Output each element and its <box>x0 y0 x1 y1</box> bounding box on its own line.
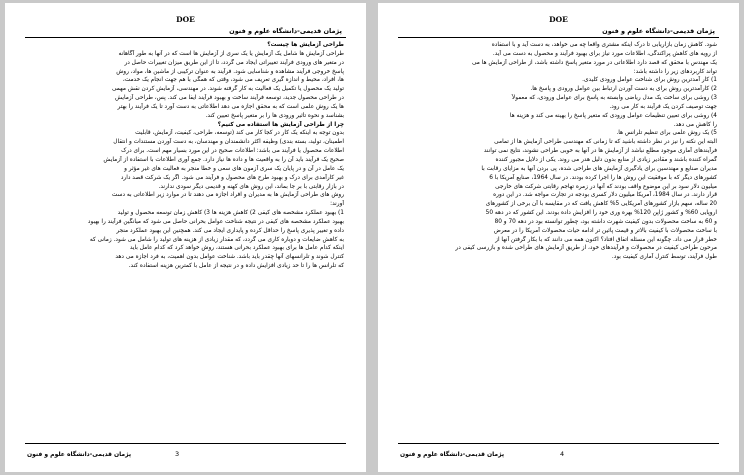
text-line: 2) کارآمدترین روش برای به دست آوردن ارتباط بین عوامل ورودی و پاسخ ها. <box>530 86 717 93</box>
text-line: تولید یک محصول یا تکمیل یک فعالیت به کار گرفته شوند. در مهندسی، آزمایش کردن نقش مهمی <box>111 86 344 93</box>
text-line: ها یک روش علمی است که به محقق اجازه می دهد اطلاعاتی به دست آورد تا یک فرآیند را بهتر <box>117 103 344 110</box>
text-line: که تلرانس ها را تا حد زیادی افزایش داده و در نتیجه از عامل با کمترین هزینه استفاده کند. <box>128 263 344 270</box>
text-line: با ساخت محصولات با کیفیت بالاتر و قیمت پائین تر ادامه حیات محصولات آمریکا را در معرض <box>493 227 717 234</box>
header-author: پژمان قدیمی-دانشگاه علوم و فنون <box>229 27 342 35</box>
header-title: DOE <box>549 15 568 24</box>
text-line: داده و تغییر پذیری پاسخ را حداقل کرده و پایداری ایجاد می کند. همچنین این بهبود عملکرد منجر <box>116 227 344 234</box>
text-line: شود. کاهش زمان بازاریابی تا درک اینکه مشتری واقعاً چه می خواهد، به دست آید و با استفاده <box>491 42 717 48</box>
header-title: DOE <box>176 15 195 24</box>
section-heading: چرا از طراحی آزمایش ها استفاده می کنیم؟ <box>217 121 344 128</box>
text-line: اروپایی 60% و کشور ژاپن 120% بهره وری خود را افزایش داده بودند. این کشور که در دهه 50 <box>485 210 717 217</box>
text-line: روش های طراحی آزمایش ها به مدیران و افراد اجازه می دهند تا در موارد زیر اطلاعاتی به دست <box>111 192 344 199</box>
text-line: جهت توصیف کردن یک فرآیند به کار می رود. <box>609 103 717 110</box>
footer-divider <box>25 443 346 444</box>
text-line: طراحی آزمایش ها شامل یک آزمایش یا یک سری از آزمایش ها است که در آنها به طور آگاهانه <box>118 50 344 57</box>
text-line: در متغیر های ورودی فرآیند تغییراتی ایجاد می گردد، تا از این طریق میزان تغییرات حاصل در <box>124 59 344 66</box>
text-line: آورند: <box>330 201 344 208</box>
header-author: پژمان قدیمی-دانشگاه علوم و فنون <box>602 27 715 35</box>
text-line: اطمینان، تولید، بسته بندی) وظیفه اکثر دانشمندان و مهندسان، به دست آوردن مستندات و انتقال <box>113 139 344 146</box>
text-line: مرحون طراحی کیفیت در محصولات و فرآیندهای خود، از طریق آزمایش های طراحی شده و بازرسی کیفی در <box>455 245 717 252</box>
text-line: طول فرآیند، توسط کنترل آماری کیفیت بود. <box>611 254 717 261</box>
document-page-left <box>5 3 366 472</box>
text-line: اینکه کدام عامل ها برای بهبود عملکرد بحرانی هستند، روش خواهد کرد که کدام عامل باید <box>129 245 344 252</box>
page-number: 3 <box>175 450 180 458</box>
header-divider <box>25 37 346 38</box>
text-line: 3) روشی برای ساخت یک مدل ریاضی وابسته به پاسخ برای عوامل ورودی، که معمولاً <box>511 95 717 102</box>
text-line: میلیون دلار سود بر این موضوع واقف بودند که آنها در زمره تهاجم رقابتی شرکت های خارجی <box>495 183 717 190</box>
text-line: غیر کارآمدی برای درک و بهبود طرح های محصول و فرآیند می شود. اگر یک شرکت قصد دارد <box>120 174 344 181</box>
text-line: صحیح یک فرآیند باید آن را به واقعیت ها و داده ها نیاز دارد. جمع آوری اطلاعات با استفاده از آزمایش <box>103 156 344 163</box>
text-line: را کاهش می دهد. <box>673 121 717 128</box>
text-line: 4) روشی برای تعیین تنظیمات عوامل ورودی که متغیر پاسخ را بهینه می کند و هزینه ها <box>509 112 717 119</box>
text-line: اطلاعات محصول یا فرآیند می باشد: اطلاعات صحیح در این مورد بسیار مهم است. برای درک <box>121 148 344 155</box>
text-line: به کاهش ضایعات و دوباره کاری می گردد، که مقدار زیادی از هزینه های تولید را شامل می شود. زمانی که <box>89 236 344 243</box>
page-number: 4 <box>560 450 565 458</box>
header-divider <box>398 37 719 38</box>
text-line: خطر قرار می داد. چگونه این مسئله اتفاق افتاد؟ اکنون همه می دانند که با بکار گرفتن آنها از <box>495 236 717 243</box>
text-line: گمراه کننده باشند و مقادیر زیادی از منابع بدون دلیل هدر می روند. یکی از دلایل مجبور کننده <box>495 156 717 163</box>
text-line: در طراحی محصول جدید، توسعه فرآیند ساخت و بهبود فرآیند ایفا می کند. پس، طراحی آزمایش <box>115 95 344 102</box>
text-line: ها، افراد، محیط و اندازه گیری تعریف می شود، وقتی که همگی با هم جهت انجام یک خدمت، <box>122 77 344 84</box>
document-page-right <box>378 3 739 472</box>
text-line: در بازار رقابتی با بر جا بماند، این روش های کهنه و قدیمی دیگر سودی ندارند. <box>158 183 344 190</box>
section-heading: طراحی آزمایش ها چیست؟ <box>267 42 344 48</box>
text-line: از رویه های کاهش پراکندگی، اطلاعات مورد نیاز برای بهبود فرآیند و محصول به دست می آید. <box>492 50 717 57</box>
page-body <box>400 41 717 262</box>
text-line: قرار دارند. در سال 1984، آمریکا میلیون دلار کسری بودجه در تجارت مواجه شد. در این دوره <box>493 192 717 199</box>
text-line: پاسخ خروجی فرآیند مشاهده و شناسایی شود. فرآیند به عنوان ترکیبی از ماشین ها، مواد، روش <box>116 68 344 75</box>
text-line: البته این نکته را نیز در نظر داشته باشید که تا زمانی که مهندسی طراحی آزمایش ها از تمامی <box>494 139 717 146</box>
text-line: و 60 به ساخت محصولات بدون کیفیت شهرت داشته بود، چطور توانسته بود در دهه 70 و 80 <box>494 218 717 225</box>
footer-author: پژمان قدیمی-دانشگاه علوم و فنون <box>27 451 132 458</box>
text-line: 1) بهبود عملکرد مشخصه های کیفی 2) کاهش هزینه ها 3) کاهش زمان توسعه محصول و تولید <box>117 210 344 217</box>
text-line: تواند کاربردهای زیر را داشته باشد: <box>633 68 717 75</box>
text-line: بهبود عملکرد مشخصه های کیفی در نتیجه شناخت عوامل بحرانی حاصل می شود که میانگین فرآیند را بهبود <box>87 218 344 225</box>
text-line: کنترل شوند و تلرانسهای آنها چقدر باید باشد. شناخت عوامل بدون اهمیت، به فرد اجازه می دهد <box>115 254 344 261</box>
footer-divider <box>398 443 719 444</box>
text-line: یک عامل در آن و در پایان یک سری آزمون های سعی و خطا منجر به فعالیت های غیر مؤثر و <box>124 165 344 172</box>
text-line: 20 ساله، سهم بازار کشورهای آمریکایی 5% کاهش یافت که در مقایسه با آن برخی از کشورهای <box>485 201 717 208</box>
text-line: یک مهندس با محقق که قصد دارد اطلاعاتی در مورد متغیر پاسخ داشته باشد، از طراحی آزمایش ها می <box>471 59 717 66</box>
text-line: کشورهای دیگر که با موفقیت این روش ها را اجرا کرده بودند. در سال 1964، صنایع آمریکا با 6 <box>489 174 717 181</box>
text-line: بشناسد و نحوه تأثیر ورودی ها را بر متغیر پاسخ تعیین کند. <box>205 112 344 119</box>
text-line: بدون توجه به اینکه یک کار در کجا کار می کند (توسعه، طراحی، کیفیت، آزمایش، قابلیت <box>135 130 344 137</box>
text-line: 1) کار آمدترین روش برای شناخت عوامل ورودی کلیدی. <box>582 77 717 84</box>
footer-author: پژمان قدیمی-دانشگاه علوم و فنون <box>400 451 505 458</box>
text-line: فرآیندهای آماری موجود مطلع نباشد از آزمایش ها در آنها به خوبی طراحی نشوند، نتایج نمی توانند <box>483 148 717 155</box>
page-body <box>27 41 344 271</box>
text-line: مدیران صنایع و مهندسین برای یادگیری آزمایش های طراحی شده، پی بردن آنها به مزایای رقابت با <box>481 165 717 172</box>
text-line: 5) یک روش علمی برای تنظیم تلرانس ها. <box>616 130 717 137</box>
